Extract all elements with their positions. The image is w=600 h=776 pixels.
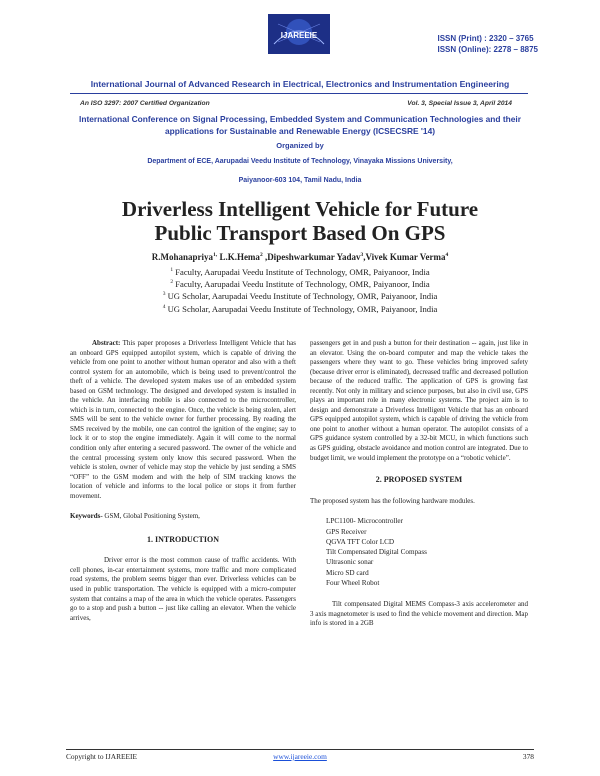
department: Department of ECE, Aarupadai Veedu Institute of Technology, Vinayaka Missions University, xyxy=(147,158,453,165)
intro-continued: passengers get in and push a button for their destination -- again, just like in an elevator. Using the on-board computer and map the vehicle takes the passengers where they want to go. These vehicles bring improved safety (because driver error is eliminated), decreased traffic and decreased pollution because of the reduced traffic. The application of GPS is growing fast recently. Not only in military and science purposes, but also in civil use, GPS plays an important role in many electronic systems. The project aim is to design and demonstrate a Driverless Intelligent Vehicle that has an onboard GPS equipped autopilot system, which is capable of driving the vehicle from one point to another without a human operator. The autopilot consists of a GPS guidance system controlled by a 32-bit MCU, in which functions such as GPS guiding, obstacle avoidance and motion control are integrated. Due to budget limit, we would implement the prototype on a “robotic vehicle”. xyxy=(310,339,528,462)
affiliation-sup: 2 xyxy=(170,279,174,286)
list-item: Ultrasonic sonar xyxy=(326,558,374,567)
affiliation-sup: 4 xyxy=(162,303,166,310)
page-number: 378 xyxy=(522,752,534,761)
footer-copyright: Copyright to IJAREEIE xyxy=(66,752,138,761)
affiliation-text: Faculty, Aarupadai Veedu Institute of Technology, OMR, Paiyanoor, India xyxy=(173,279,430,290)
list-item: Micro SD card xyxy=(326,568,369,577)
list-item: Four Wheel Robot xyxy=(326,578,380,587)
affiliation xyxy=(0,278,600,290)
compass-paragraph: Tilt compensated Digital MEMS Compass-3 axis accelerometer and 3 axis magnetometer is used to find the vehicle movement and direction. Map info is stored in a 2GB xyxy=(310,600,528,628)
section-heading-proposed-system: 2. PROPOSED SYSTEM xyxy=(375,475,463,485)
affiliation xyxy=(0,303,600,315)
abstract-label: Abstract: xyxy=(92,339,121,347)
issn-block xyxy=(438,33,539,55)
volume-info: Vol. 3, Special Issue 3, April 2014 xyxy=(407,100,512,107)
author-list xyxy=(0,252,600,262)
affiliations xyxy=(0,266,600,315)
list-item: LPC1100- Microcontroller xyxy=(326,517,403,526)
author-name: L.K.Hema xyxy=(217,252,260,262)
author-sup: 2 xyxy=(259,252,263,258)
author-name: R.Mohanapriya xyxy=(151,252,214,262)
footer-rule xyxy=(66,749,534,750)
issn-print: ISSN (Print) : 2320 – 3765 xyxy=(437,34,534,43)
title-line-2: Public Transport Based On GPS xyxy=(154,221,446,245)
affiliation xyxy=(0,266,600,278)
left-column xyxy=(70,339,296,623)
logo-text: IJAREEIE xyxy=(280,31,318,40)
affiliation-sup: 3 xyxy=(162,291,166,298)
list-item: GPS Receiver xyxy=(326,527,367,536)
journal-logo xyxy=(268,14,330,54)
list-item: Tilt Compensated Digital Compass xyxy=(326,548,427,557)
header-rule xyxy=(70,93,528,94)
author-sup: 4 xyxy=(445,252,449,258)
abstract xyxy=(70,339,296,501)
keywords-text: GSM, Global Positioning System, xyxy=(102,512,200,521)
affiliation-text: UG Scholar, Aarupadai Veedu Institute of Technology, OMR, Paiyanoor, India xyxy=(165,303,438,314)
list-item: QGVA TFT Color LCD xyxy=(326,537,395,546)
intro-paragraph: Driver error is the most common cause of traffic accidents. With cell phones, in-car entertainment systems, more traffic and more complicated road systems, the problem seems bigger than ever. Driverless vehicles can be used in public transportation. The vehicle is equipped with a micro-computer system that contains a map of the area in which the vehicle operates. Passengers go to a stop and push a button -- just like calling an elevator. When the vehicle arrives, xyxy=(70,556,296,622)
affiliation xyxy=(0,290,600,302)
proposed-intro: The proposed system has the following hardware modules. xyxy=(310,496,475,505)
author-sup: 1, xyxy=(213,252,218,258)
hardware-list xyxy=(326,516,528,588)
author-sup: 3 xyxy=(360,252,364,258)
issn-online: ISSN (Online): 2278 – 8875 xyxy=(437,45,538,54)
author-name: ,Dipeshwarkumar Yadav xyxy=(262,252,361,262)
affiliation-sup: 1 xyxy=(170,267,174,274)
paper-title xyxy=(0,197,600,245)
title-line-1: Driverless Intelligent Vehicle for Future xyxy=(121,197,479,221)
affiliation-text: UG Scholar, Aarupadai Veedu Institute of Technology, OMR, Paiyanoor, India xyxy=(165,291,438,302)
section-heading-introduction: 1. INTRODUCTION xyxy=(146,534,219,544)
conference-name: International Conference on Signal Processing, Embedded System and Communication Technologies and their applications for Sustainable and Renewable Energy (ICSECSRE '14) xyxy=(79,114,521,136)
location: Paiyanoor-603 104, Tamil Nadu, India xyxy=(238,177,362,184)
keywords-label: Keywords- xyxy=(70,512,103,521)
keywords xyxy=(70,512,296,522)
affiliation-text: Faculty, Aarupadai Veedu Institute of Technology, OMR, Paiyanoor, India xyxy=(173,267,430,277)
iso-certification: An ISO 3297: 2007 Certified Organization xyxy=(80,100,210,107)
journal-name: International Journal of Advanced Research in Electrical, Electronics and Instrumentation Engineering xyxy=(90,79,510,89)
footer-url-link[interactable]: www.ijareeie.com xyxy=(273,752,327,761)
abstract-text: This paper proposes a Driverless Intelligent Vehicle that has an onboard GPS equipped autopilot system, which is capable of driving the vehicle from one point to another without human operator and also with a theft control system for an automobile, which is being used to prevent/control the theft of a vehicle. The developed system makes use of an embedded system based on GSM technology. The designed and developed system is installed in the vehicle. An interfacing mobile is also connected to the microcontroller, which is in turn, connected to the engine. Once, the vehicle is being stolen, alert SMS will be sent to the vehicle owner for further processing. By reading the SMS received by the mobile, one can control the ignition of the engine; say to lock it or to stop the engine immediately. Again it will come to the normal condition only after entering a secured password. The owner of the vehicle and the central processing system only know this secured password. When the vehicle is stolen, owner of vehicle may stop the vehicle by just sending a SMS “OFF” to the GSM modem and with the help of SIM tracking knows the location of vehicle and informs to the local police or stops it from further movement. xyxy=(70,339,296,500)
right-column xyxy=(310,339,528,629)
author-name: ,Vivek Kumar Verma xyxy=(363,252,446,262)
organized-by: Organized by xyxy=(276,141,324,150)
